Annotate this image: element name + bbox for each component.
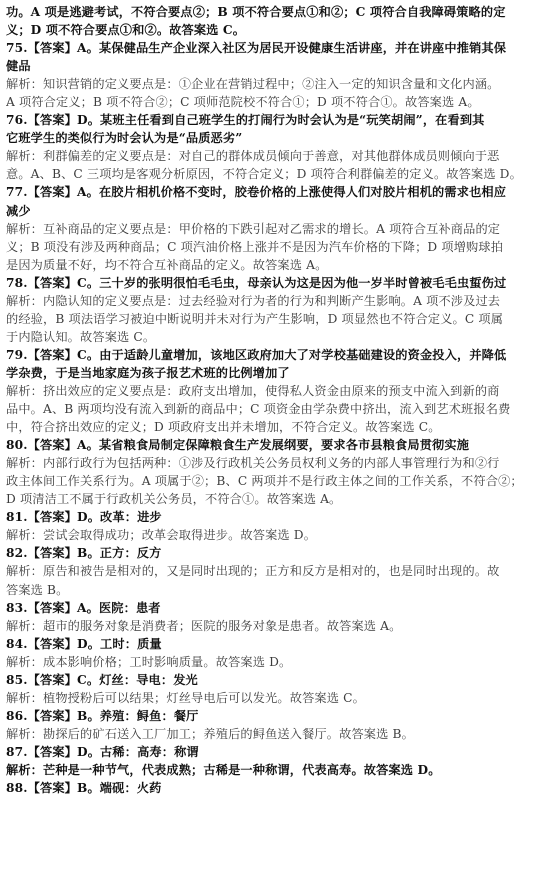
explanation-line: 的经验，B 项法语学习被迫中断说明并未对行为产生影响，D 项显然也不符合定义。C 项属	[6, 311, 504, 326]
explanation-line: 于内隐认知。故答案选 C。	[6, 329, 156, 344]
answer-line: 它班学生的类似行为时会认为是“品质恶劣”	[6, 131, 243, 146]
explanation-line: 答案选 B。	[6, 582, 69, 597]
explanation-line: A 项符合定义；B 项不符合②；C 项师范院校不符合①；D 项不符合①。故答案选 A。	[6, 95, 480, 110]
explanation-line: 解析：勘探后的矿石送入工厂加工；养殖后的鲟鱼送入餐厅。故答案选 B。	[6, 726, 414, 741]
answer-line: 76.【答案】D。某班主任看到自己班学生的打闹行为时会认为是“玩笑胡闹”，在看到其	[6, 113, 485, 128]
explanation-line: D 项清洁工不属于行政机关公务员，不符合①。故答案选 A。	[6, 492, 342, 507]
explanation-line: 是因为质量不好，均不符合互补商品的定义。故答案选 A。	[6, 257, 328, 272]
explanation-line: 解析：成本影响价格；工时影响质量。故答案选 D。	[6, 654, 292, 669]
answer-line: 87.【答案】D。古稀：高寿：称谓	[6, 744, 199, 759]
answer-line: 健品	[6, 59, 31, 74]
answer-line: 80.【答案】A。某省粮食局制定保障粮食生产发展纲要，要求各市县粮食局贯彻实施	[6, 438, 470, 453]
answer-line: 82.【答案】B。正方：反方	[6, 546, 162, 561]
answer-line: 79.【答案】C。由于适龄儿童增加，该地区政府加大了对学校基础建设的资金投入，并降低	[6, 347, 507, 362]
explanation-line: 义；B 项没有涉及两种商品；C 项汽油价格上涨并不是因为汽车价格的下降；D 项增购球拍	[6, 239, 504, 254]
explanation-line: 解析：互补商品的定义要点是：甲价格的下跌引起对乙需求的增长。A 项符合互补商品的定	[6, 221, 501, 236]
explanation-line: 政主体间工作关系行为。A 项属于②；B、C 两项并不是行政主体之间的工作关系，不符合②；	[6, 474, 523, 489]
answer-line: 84.【答案】D。工时：质量	[6, 636, 162, 651]
explanation-line: 中，符合挤出效应的定义；D 项政府支出并未增加，不符合定义。故答案选 C。	[6, 420, 441, 435]
explanation-line: 解析：知识营销的定义要点是：①企业在营销过程中；②注入一定的知识含量和文化内涵。	[6, 77, 500, 92]
answer-line: 81.【答案】D。改革：进步	[6, 510, 162, 525]
explanation-line: 解析：内部行政行为包括两种：①涉及行政机关公务员权利义务的内部人事管理行为和②行	[6, 456, 500, 471]
explanation-line: 解析：利群偏差的定义要点是：对自己的群体成员倾向于善意，对其他群体成员则倾向于恶	[6, 149, 500, 164]
answer-line: 83.【答案】A。医院：患者	[6, 600, 161, 615]
explanation-line: 意。A、B、C 三项均是客观分析原因，不符合定义；D 项符合利群偏差的定义。故答案选 D。	[6, 167, 522, 182]
answer-line: 学杂费，于是当地家庭为孩子报艺术班的比例增加了	[6, 365, 290, 380]
explanation-line: 解析：挤出效应的定义要点是：政府支出增加，使得私人资金由原来的预支中流入到新的商	[6, 383, 500, 398]
answer-line: 78.【答案】C。三十岁的张明很怕毛毛虫，母亲认为这是因为他一岁半时曾被毛毛虫蜇伤过	[6, 275, 507, 290]
answer-line: 义；D 项不符合要点①和②。故答案选 C。	[6, 23, 246, 38]
answer-line: 75.【答案】A。某保健品生产企业深入社区为居民开设健康生活讲座，并在讲座中推销其保	[6, 41, 507, 56]
answer-explanation-text	[6, 3, 542, 797]
answer-line: 88.【答案】B。端砚：火药	[6, 781, 162, 796]
answer-line: 77.【答案】A。在胶片相机价格不变时，胶卷价格的上涨使得人们对胶片相机的需求也相应	[6, 185, 507, 200]
explanation-line: 解析：植物授粉后可以结果；灯丝导电后可以发光。故答案选 C。	[6, 690, 365, 705]
answer-line: 86.【答案】B。养殖：鲟鱼：餐厅	[6, 708, 199, 723]
explanation-line: 解析：原告和被告是相对的，又是同时出现的；正方和反方是相对的，也是同时出现的。故	[6, 564, 500, 579]
explanation-line: 解析：超市的服务对象是消费者；医院的服务对象是患者。故答案选 A。	[6, 618, 402, 633]
explanation-line: 解析：尝试会取得成功；改革会取得进步。故答案选 D。	[6, 528, 317, 543]
explanation-line: 解析：内隐认知的定义要点是：过去经验对行为者的行为和判断产生影响。A 项不涉及过去	[6, 293, 501, 308]
answer-line: 减少	[6, 203, 31, 218]
answer-line: 85.【答案】C。灯丝：导电：发光	[6, 672, 198, 687]
answer-line: 解析：芒种是一种节气，代表成熟；古稀是一种称谓，代表高寿。故答案选 D。	[6, 762, 441, 777]
explanation-line: 品中。A、B 两项均没有流入到新的商品中；C 项资金由学杂费中挤出，流入到艺术班报名费	[6, 402, 511, 417]
answer-line: 功。A 项是逃避考试，不符合要点②；B 项不符合要点①和②；C 项符合自我障碍策略的定	[6, 5, 506, 19]
